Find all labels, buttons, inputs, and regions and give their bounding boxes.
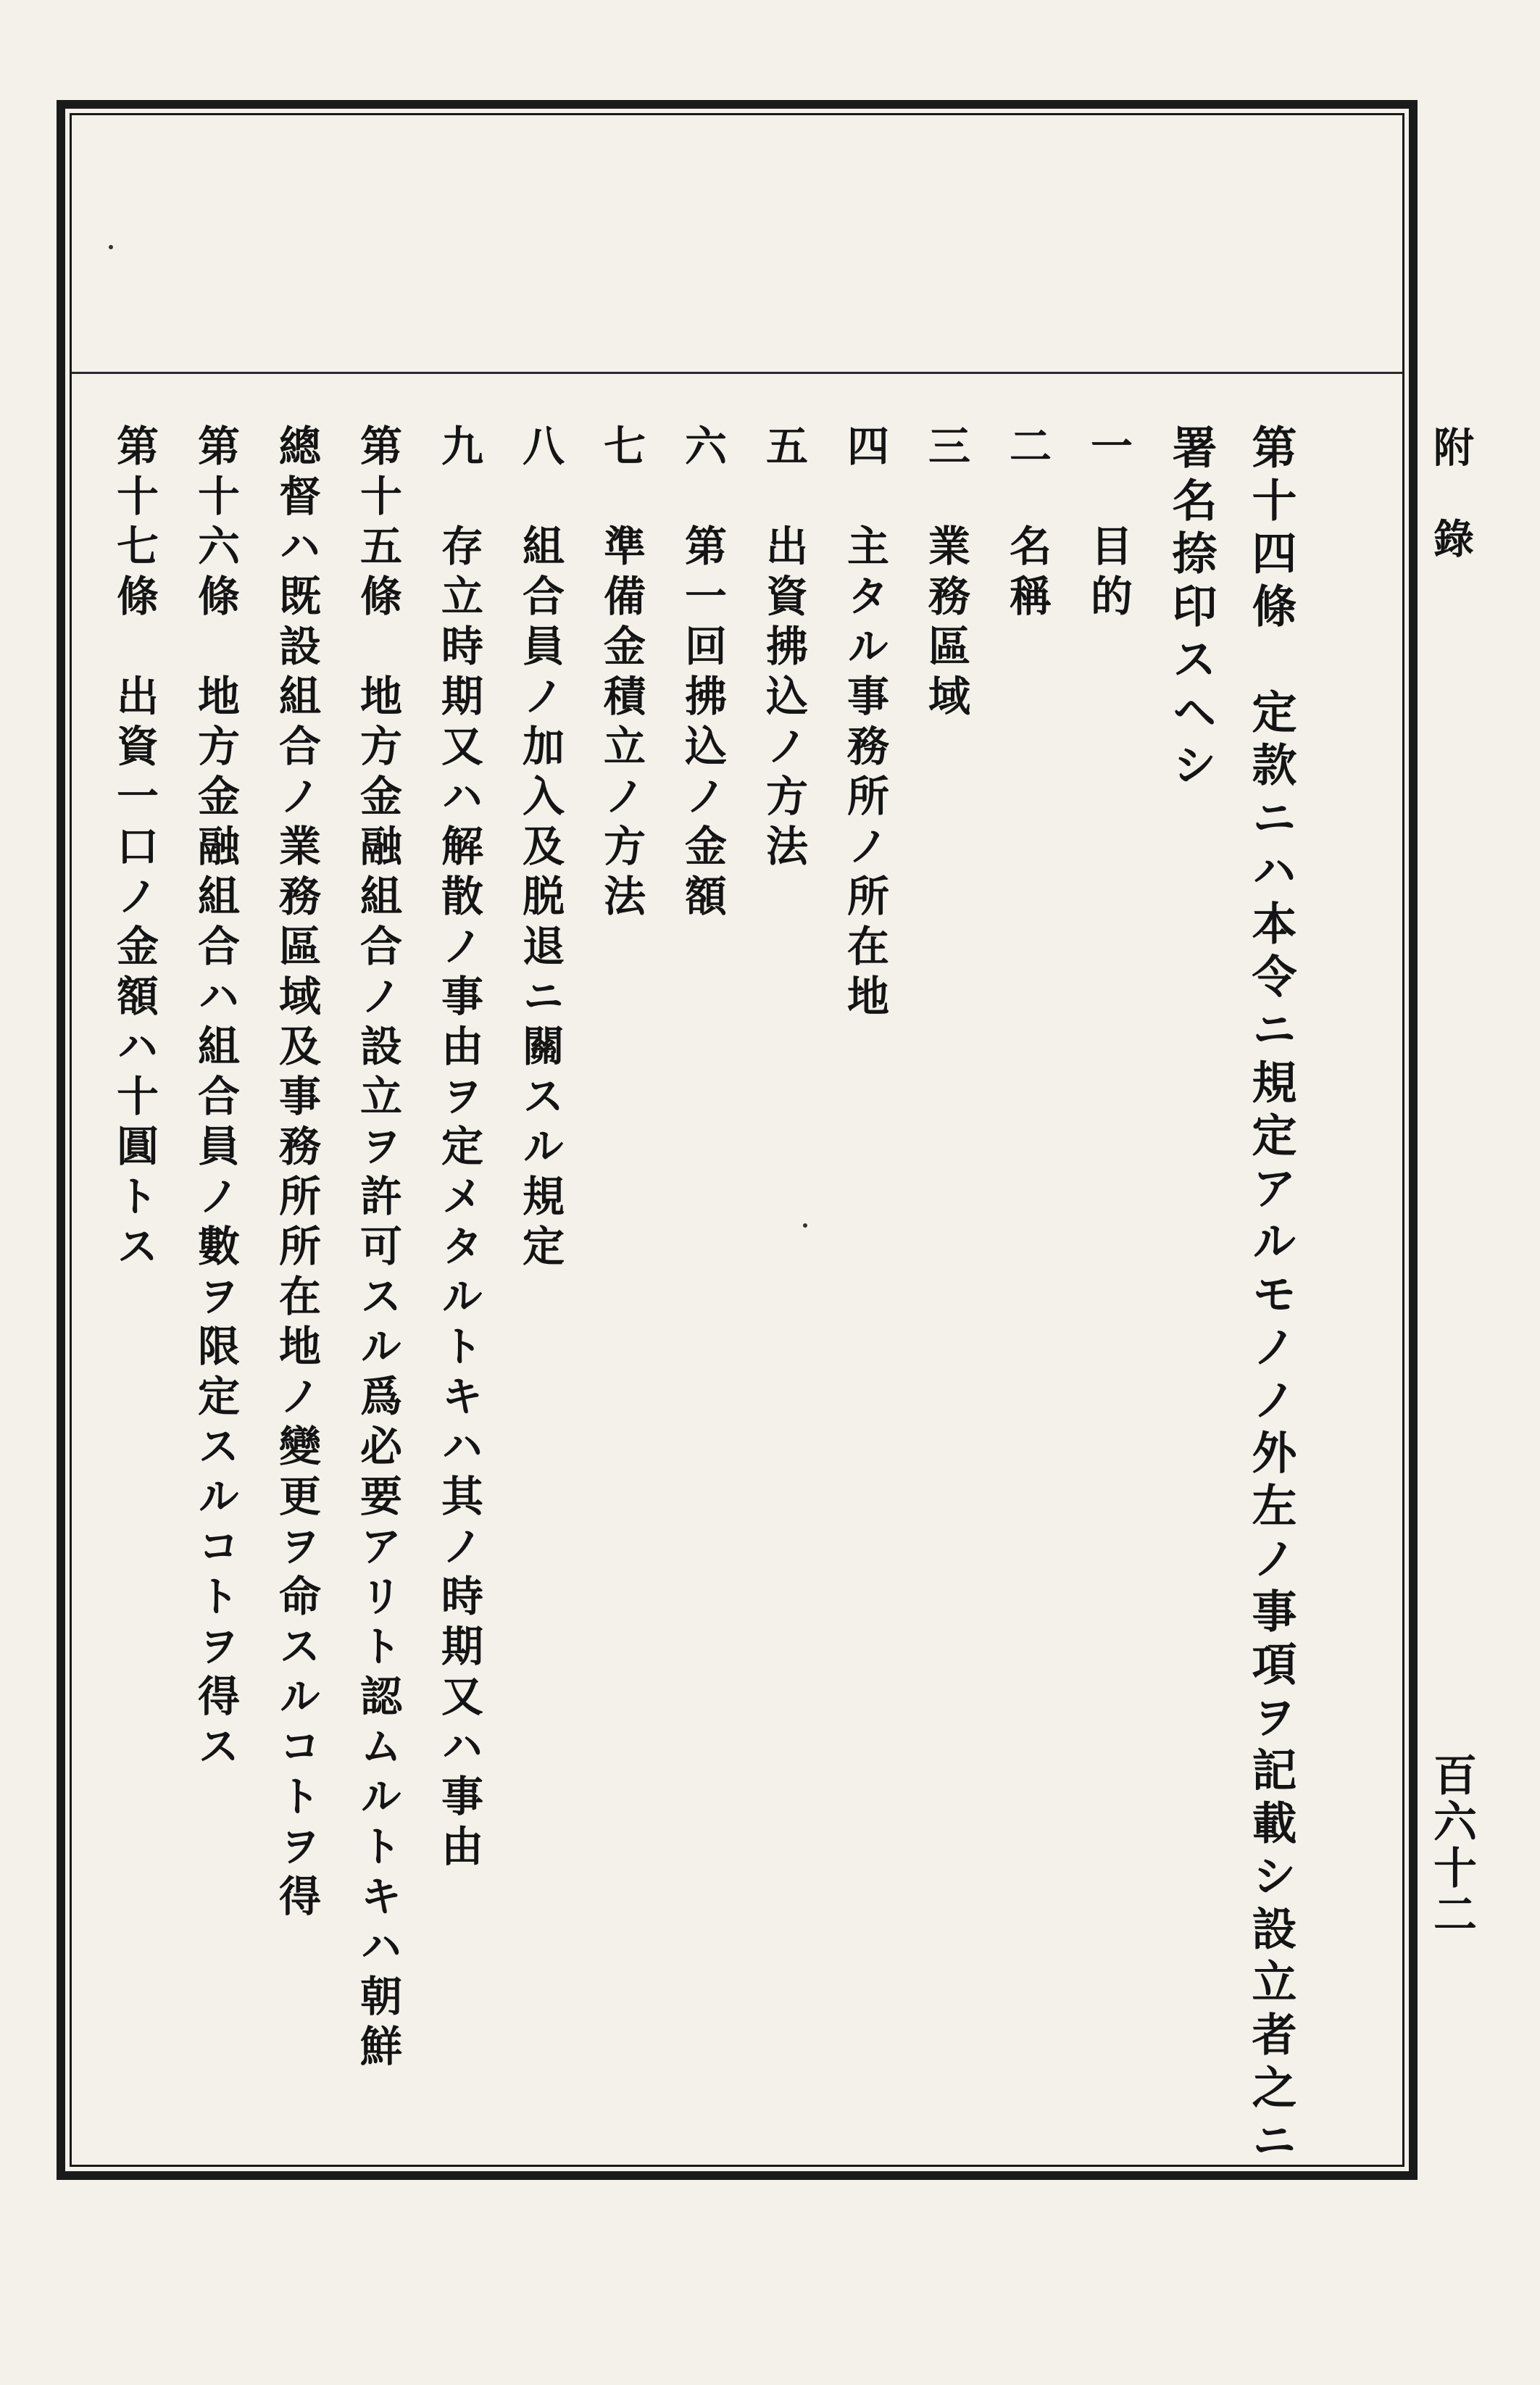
running-title: 附錄: [1427, 426, 1475, 609]
item-2-name: 二 名稱: [1002, 424, 1052, 624]
item-5-payment-method: 五 出資拂込ノ方法: [759, 424, 808, 874]
article-16: 第十六條 地方金融組合ハ組合員ノ數ヲ限定スルコトヲ得ス: [191, 424, 240, 1774]
article-14-line-1: 第十四條 定款ニハ本令ニ規定アルモノノ外左ノ事項ヲ記載シ設立者之ニ: [1244, 424, 1297, 2170]
item-8-membership-rules: 八 組合員ノ加入及脱退ニ關スル規定: [515, 424, 565, 1274]
item-6-first-payment: 六 第一回拂込ノ金額: [678, 424, 727, 924]
speck-mark: [109, 245, 113, 249]
item-7-reserve-fund: 七 準備金積立ノ方法: [596, 424, 646, 924]
header-rule: [72, 372, 1402, 374]
article-14-line-2: 署名捺印スヘシ: [1165, 424, 1218, 794]
item-4-office-location: 四 主タル事務所ノ所在地: [840, 424, 889, 1024]
article-15-line-1: 第十五條 地方金融組合ノ設立ヲ許可スル爲必要アリト認ムルトキハ朝鮮: [353, 424, 402, 2074]
item-3-business-area: 三 業務區域: [921, 424, 970, 724]
page-number: 百六十二: [1426, 1752, 1477, 1938]
page-border-inner: [70, 113, 1404, 2167]
speck-mark: [803, 1223, 807, 1228]
article-17: 第十七條 出資一口ノ金額ハ十圓トス: [109, 424, 159, 1274]
article-15-line-2: 總督ハ既設組合ノ業務區域及事務所所在地ノ變更ヲ命スルコトヲ得: [272, 424, 321, 1924]
item-9-duration: 九 存立時期又ハ解散ノ事由ヲ定メタルトキハ其ノ時期又ハ事由: [434, 424, 483, 1874]
item-1-purpose: 一 目的: [1083, 424, 1133, 624]
